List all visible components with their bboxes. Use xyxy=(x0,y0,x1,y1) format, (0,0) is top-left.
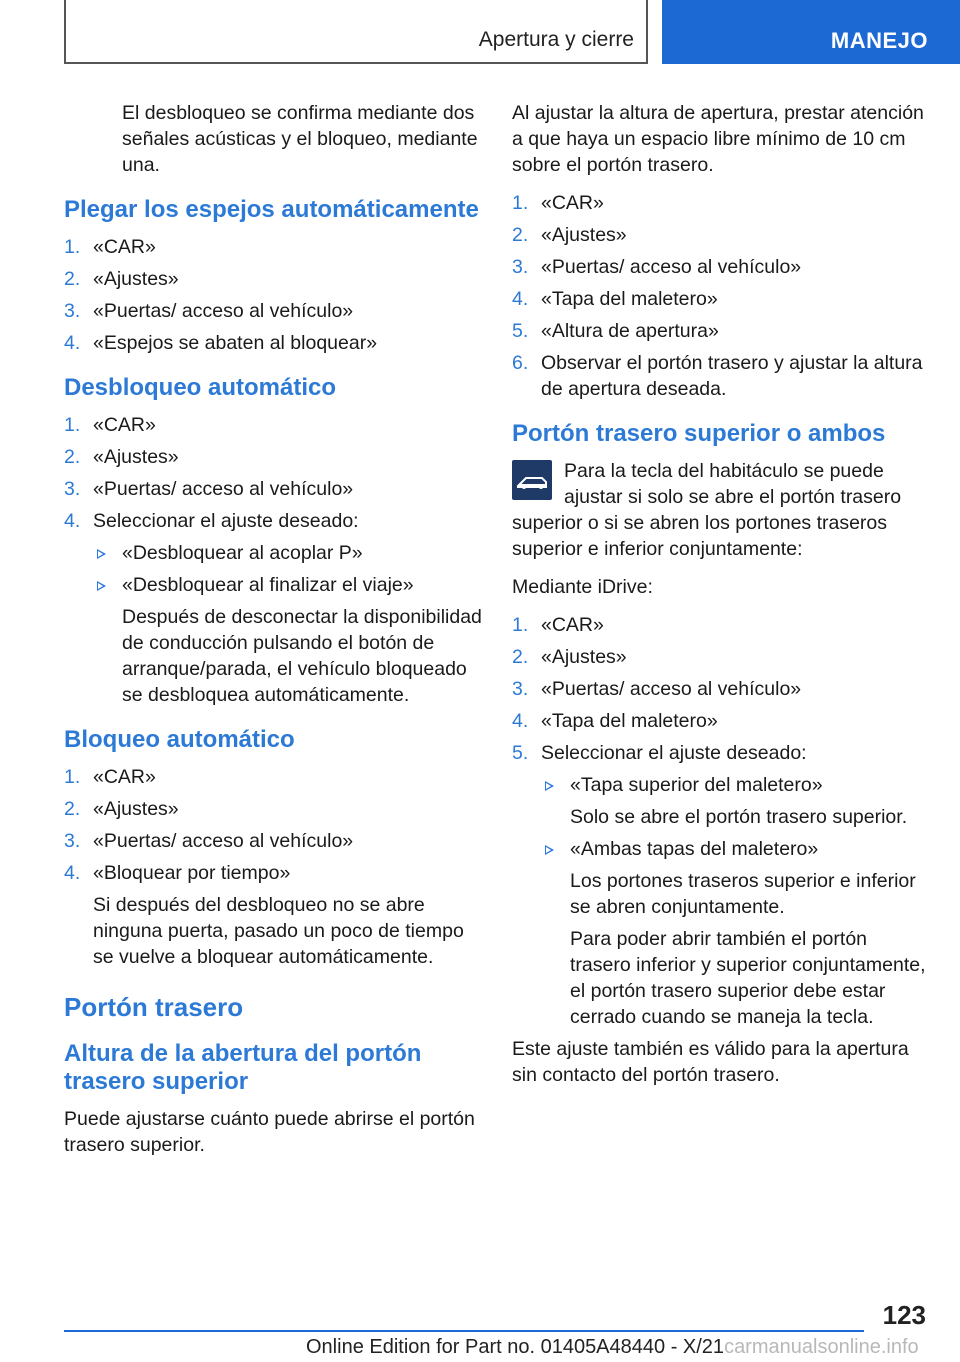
edition-text: Online Edition for Part no. 01405A48440 - X/21carmanualsonline.info xyxy=(306,1336,919,1358)
upper-options xyxy=(541,772,932,1030)
list-item: 3. «Puertas/ acceso al vehículo» xyxy=(64,478,354,500)
list-item: 2. «Ajustes» xyxy=(512,224,627,246)
autounlock-steps xyxy=(64,412,482,708)
unlock-confirm-text: El desbloqueo se confirma mediante dos señales acústicas y el bloqueo, mediante una. xyxy=(122,102,478,176)
list-item: 4. «Tapa del maletero» xyxy=(512,710,718,732)
autounlock-options xyxy=(93,540,482,708)
list-item: 3. «Puertas/ acceso al vehículo» xyxy=(64,830,354,852)
opt2-note-2: Para poder abrir también el portón trasero inferior y superior conjuntamente, el portón trasero superior debe estar cerrado cuando se maneja la tecla. xyxy=(570,928,926,1028)
tailgate-button-icon xyxy=(512,460,552,500)
autolock-steps xyxy=(64,764,482,970)
height-warning-text: Al ajustar la altura de apertura, prestar atención a que haya un espacio libre mínimo de 10 cm sobre el portón trasero. xyxy=(512,102,924,176)
heading-opening-height: Altura de la abertura del portón trasero superior xyxy=(64,1040,422,1095)
height-steps xyxy=(512,190,932,402)
list-item: 5. «Altura de apertura» xyxy=(512,320,719,342)
list-item: 3. «Puertas/ acceso al vehículo» xyxy=(512,256,802,278)
list-item: 2. «Ajustes» xyxy=(64,268,179,290)
upper-or-both-text: Para la tecla del habitáculo se puede ajustar si solo se abre el portón trasero superior o si se abren los portones traseros superior e inferior conjuntamente: xyxy=(512,460,902,560)
closing-text: Este ajuste también es válido para la apertura sin contacto del portón trasero. xyxy=(512,1038,909,1086)
list-item: 3. «Puertas/ acceso al vehículo» xyxy=(64,300,354,322)
list-item: 5. Seleccionar el ajuste deseado: «Tapa superior del maletero» Solo se abre el portón trasero superior. «Ambas tapas del maletero» Los portones traseros superior e inferior se abren conjuntamente. Para poder abrir también el portón trasero inferior y superior conjuntamente, el portón trasero superior debe estar cerrado cuando se maneja la tecla. xyxy=(512,740,932,1030)
opening-height-text: Puede ajustarse cuánto puede abrirse el portón trasero superior. xyxy=(64,1108,475,1156)
list-item: 4. Seleccionar el ajuste deseado: «Desbloquear al acoplar P» «Desbloquear al finalizar el viaje» Después de desconectar la disponibilidad de conducción pulsando el botón de arranque/parada, el vehículo bloqueado se desbloquea automáticamente. xyxy=(64,510,482,706)
triangle-bullet-icon xyxy=(545,781,554,791)
header-section-box xyxy=(64,0,648,64)
list-item: 2. «Ajustes» xyxy=(64,798,179,820)
footer-rule xyxy=(64,1330,864,1332)
list-item: 4. «Bloquear por tiempo» Si después del desbloqueo no se abre ninguna puerta, pasado un poco de tiempo se vuelve a bloquear automáticamente. xyxy=(64,860,482,970)
mirrors-steps xyxy=(64,234,482,356)
opt2-note: Los portones traseros superior e inferior se abren conjuntamente. xyxy=(570,870,916,918)
right-column xyxy=(512,100,932,1100)
left-column xyxy=(64,100,482,1170)
list-item: 4. «Tapa del maletero» xyxy=(512,288,718,310)
heading-auto-unlock: Desbloqueo automático xyxy=(64,374,337,401)
list-item: 1. «CAR» xyxy=(512,192,604,214)
chapter-title: MANEJO xyxy=(830,28,928,53)
list-item: «Ambas tapas del maletero» Los portones traseros superior e inferior se abren conjuntamente. Para poder abrir también el portón trasero inferior y superior conjuntamente, el portón trasero superior debe estar cerrado cuando se maneja la tecla. xyxy=(541,836,932,1030)
list-item: «Tapa superior del maletero» Solo se abre el portón trasero superior. xyxy=(541,772,932,830)
list-item: 1. «CAR» xyxy=(64,236,156,258)
idrive-label: Mediante iDrive: xyxy=(512,576,653,598)
section-title: Apertura y cierre xyxy=(478,28,634,51)
watermark: carmanualsonline.info xyxy=(724,1336,919,1358)
upper-steps xyxy=(512,612,932,1030)
heading-tailgate: Portón trasero xyxy=(64,992,244,1022)
opt1-note: Solo se abre el portón trasero superior. xyxy=(570,806,908,828)
list-item: 4. «Espejos se abaten al bloquear» xyxy=(64,332,378,354)
autounlock-note: Después de desconectar la disponibilidad de conducción pulsando el botón de arranque/parada, el vehículo bloqueado se desbloquea automáticamente. xyxy=(122,606,482,706)
page-number: 123 xyxy=(882,1300,926,1330)
list-item: 1. «CAR» xyxy=(64,766,156,788)
list-item: «Desbloquear al acoplar P» xyxy=(93,540,482,566)
triangle-bullet-icon xyxy=(97,581,106,591)
heading-auto-lock: Bloqueo automático xyxy=(64,726,295,753)
triangle-bullet-icon xyxy=(97,549,106,559)
list-item: 3. «Puertas/ acceso al vehículo» xyxy=(512,678,802,700)
list-item: 2. «Ajustes» xyxy=(512,646,627,668)
heading-upper-or-both: Portón trasero superior o ambos xyxy=(512,420,886,447)
triangle-bullet-icon xyxy=(545,845,554,855)
heading-fold-mirrors: Plegar los espejos automáticamente xyxy=(64,196,479,223)
list-item: 1. «CAR» xyxy=(512,614,604,636)
list-item: 6. Observar el portón trasero y ajustar la altura de apertura deseada. xyxy=(512,352,923,400)
list-item: 2. «Ajustes» xyxy=(64,446,179,468)
autolock-note: Si después del desbloqueo no se abre ninguna puerta, pasado un poco de tiempo se vuelve a bloquear automáticamente. xyxy=(93,894,464,968)
list-item: 1. «CAR» xyxy=(64,414,156,436)
header-chapter-box xyxy=(662,0,960,64)
list-item: «Desbloquear al finalizar el viaje» Después de desconectar la disponibilidad de conducción pulsando el botón de arranque/parada, el vehículo bloqueado se desbloquea automáticamente. xyxy=(93,572,482,708)
